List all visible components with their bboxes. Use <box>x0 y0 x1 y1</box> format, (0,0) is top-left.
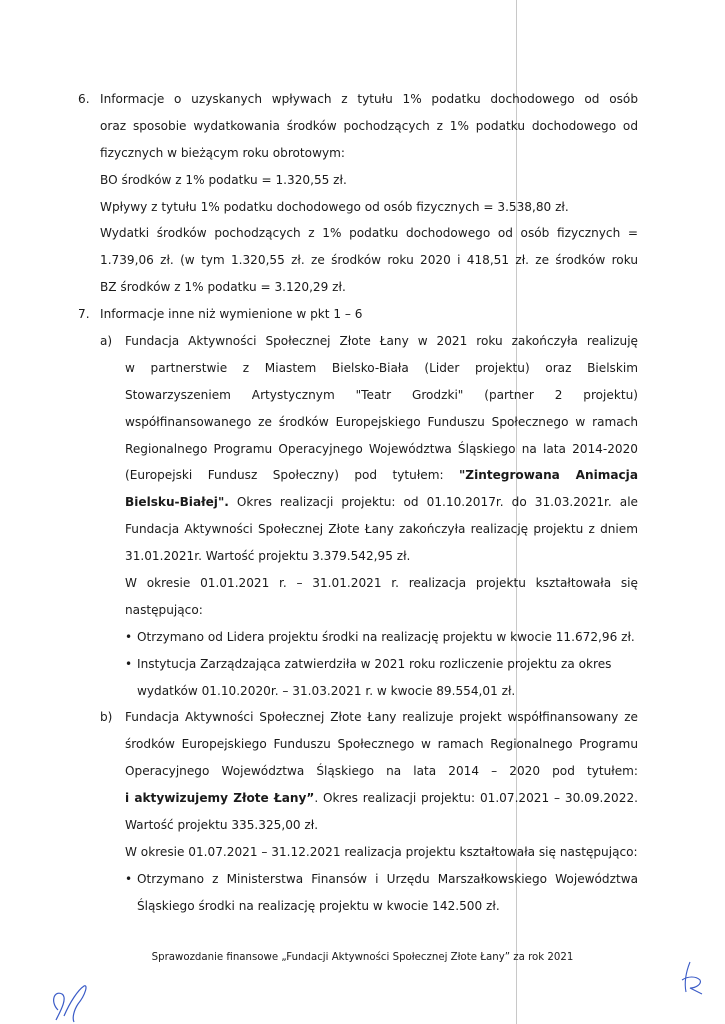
item7a-line-10: W okresie 01.01.2021 r. – 31.01.2021 r. realizacja projektu kształtowała się <box>125 576 638 591</box>
item7-number: 7. <box>78 307 90 322</box>
item7a-line-9: 31.01.2021r. Wartość projektu 3.379.542,95 zł. <box>125 549 411 564</box>
item7a-line-7: Bielsku-Białej". Okres realizacji projektu: od 01.10.2017r. do 31.03.2021r. ale <box>125 495 638 510</box>
item7a-bullet-2-cont: wydatków 01.10.2020r. – 31.03.2021 r. w kwocie 89.554,01 zł. <box>137 683 516 698</box>
item6-line-3: fizycznych w bieżącym roku obrotowym: <box>100 145 345 160</box>
item7a-line-2: w partnerstwie z Miastem Bielsko-Biała (Lider projektu) oraz Bielskim <box>125 360 638 375</box>
handwritten-initials-right <box>678 958 706 998</box>
item7b-bullet-1-cont: Śląskiego środki na realizację projektu w kwocie 142.500 zł. <box>137 898 500 913</box>
item6-wydatki-1: Wydatki środków pochodzących z 1% podatku dochodowego od osób fizycznych = <box>100 226 638 241</box>
item7b-line-4: i aktywizujemy Złote Łany”. Okres realizacji projektu: 01.07.2021 – 30.09.2022. <box>125 791 638 806</box>
item7a-bullet-2: • Instytucja Zarządzająca zatwierdziła w 2021 roku rozliczenie projektu za okres <box>78 651 638 678</box>
item6-wplywy: Wpływy z tytułu 1% podatku dochodowego od osób fizycznych = 3.538,80 zł. <box>100 199 569 214</box>
item6-bz: BZ środków z 1% podatku = 3.120,29 zł. <box>100 280 346 295</box>
page-footer: Sprawozdanie finansowe „Fundacji Aktywności Społecznej Złote Łany” za rok 2021 <box>151 952 574 963</box>
document-body <box>78 86 638 920</box>
item7a-line-3: Stowarzyszeniem Artystycznym "Teatr Grodzki" (partner 2 projektu) <box>125 387 638 402</box>
bullet-icon: • <box>125 656 133 671</box>
item7a-line-6: (Europejski Fundusz Społeczny) pod tytułem: "Zintegrowana Animacja <box>78 462 638 489</box>
item7a-line-1: a) Fundacja Aktywności Społecznej Złote Łany w 2021 roku zakończyła realizuję <box>78 328 638 355</box>
project-title-a-part1: "Zintegrowana Animacja <box>459 468 638 483</box>
item7b-line-3: Operacyjnego Województwa Śląskiego na lata 2014 – 2020 pod tytułem: <box>125 764 638 779</box>
item7b-label: b) <box>100 710 113 725</box>
project-title-b-part2: i aktywizujemy Złote Łany” <box>125 791 315 806</box>
bullet-icon: • <box>125 871 133 886</box>
item7a-line-4: współfinansowanego ze środków Europejskiego Funduszu Społecznego w ramach <box>125 414 638 429</box>
item6-bo: BO środków z 1% podatku = 1.320,55 zł. <box>100 172 347 187</box>
item7a-label: a) <box>100 334 113 349</box>
item7a-line-11: następująco: <box>125 602 203 617</box>
item7-heading: 7. Informacje inne niż wymienione w pkt 1 – 6 <box>78 301 638 328</box>
handwritten-signature-left <box>44 980 104 1024</box>
project-title-a-part2: Bielsku-Białej". <box>125 495 229 510</box>
item6-line-1: 6. Informacje o uzyskanych wpływach z tytułu 1% podatku dochodowego od osób <box>78 86 638 113</box>
item6-number: 6. <box>78 92 90 106</box>
item7a-bullet-1: • Otrzymano od Lidera projektu środki na realizację projektu w kwocie 11.672,96 zł. <box>78 624 638 651</box>
item7a-line-8: Fundacja Aktywności Społecznej Złote Łany zakończyła realizację projektu z dniem <box>125 522 638 537</box>
item7b-line-6: W okresie 01.07.2021 – 31.12.2021 realizacja projektu kształtowała się następująco: <box>125 844 638 859</box>
item7a-line-5: Regionalnego Programu Operacyjnego Województwa Śląskiego na lata 2014-2020 <box>125 441 638 456</box>
item7b-line-2: środków Europejskiego Funduszu Społecznego w ramach Regionalnego Programu <box>125 737 638 752</box>
item7b-line-5: Wartość projektu 335.325,00 zł. <box>125 818 319 833</box>
bullet-icon: • <box>125 629 133 644</box>
item6-line-2: oraz sposobie wydatkowania środków pochodzących z 1% podatku dochodowego od <box>100 118 638 133</box>
item6-wydatki-2: 1.739,06 zł. (w tym 1.320,55 zł. ze środków roku 2020 i 418,51 zł. ze środków roku <box>100 253 638 268</box>
item7b-line-1: b) Fundacja Aktywności Społecznej Złote Łany realizuje projekt współfinansowany ze <box>78 704 638 731</box>
item7b-bullet-1: • Otrzymano z Ministerstwa Finansów i Urzędu Marszałkowskiego Województwa <box>78 866 638 893</box>
